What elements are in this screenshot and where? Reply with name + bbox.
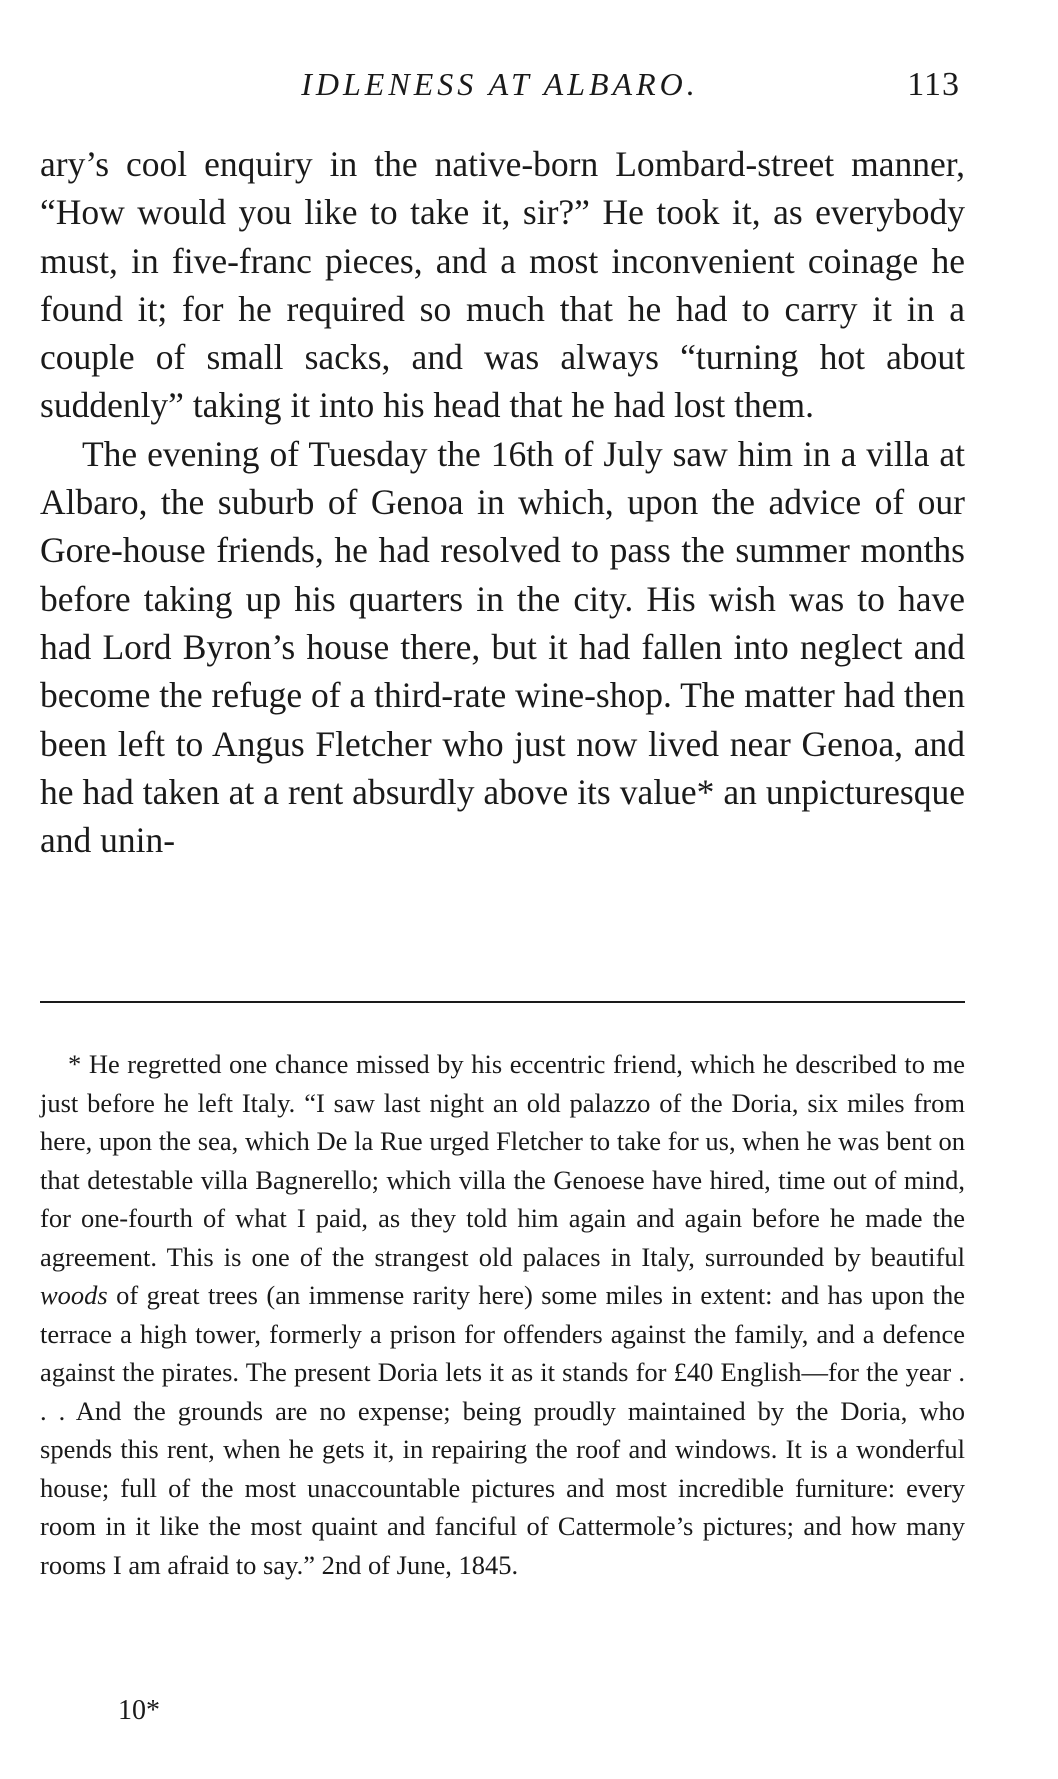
footnote-text-part-1: * He regretted one chance missed by his eccentric friend, which he described to me just before he left Italy. “I saw last night an old palazzo of the Doria, six miles from here, upon the sea, which De la Rue urged Fletcher to take for us, when he was bent on that detestable villa Bagnerello; which villa the Genoese have hired, time out of mind, for one-fourth of what I paid, as they told him again and again before he made the agreement. This is one of the strangest old palaces in Italy, surrounded by beautiful [40,1049,965,1272]
paragraph-continued: ary’s cool enquiry in the native-born Lombard-street manner, “How would you like to take it, sir?” He took it, as everybody must, in five-franc pieces, and a most inconvenient coinage he found it; for he required so much that he had to carry it in a couple of small sacks, and was always “turning hot about suddenly” taking it into his head that he had lost them. [40,144,965,426]
footnote-italic-word: woods [40,1280,108,1310]
page-number: 113 [907,66,960,103]
footnote-rule [40,1001,965,1003]
paragraph-albaro-villa: The evening of Tuesday the 16th of July saw him in a villa at Albaro, the suburb of Genoa in which, upon the advice of our Gore-house friends, he had resolved to pass the summer months before taking up his quarters in the city. His wish was to have had Lord Byron’s house there, but it had fallen into neglect and become the refuge of a third-rate wine-shop. The matter had then been left to Angus Fletcher who just now lived near Genoa, and he had taken at a rent absurdly above its value* an unpicturesque and unin- [40,433,965,861]
footnote [40,1045,965,1584]
footnote-text-part-2: of great trees (an immense rarity here) some miles in extent: and has upon the terrace a high tower, formerly a prison for offenders against the family, and a defence against the pirates. The present Doria lets it as it stands for £40 English—for the year . . . And the grounds are no expense; being proudly maintained by the Doria, who spends this rent, when he gets it, in repairing the roof and windows. It is a wonderful house; full of the most unaccountable pictures and most incredible furniture: every room in it like the most quaint and fanciful of Cattermole’s pictures; and how many rooms I am afraid to say.” 2nd of June, 1845. [40,1280,965,1580]
running-title: IDLENESS AT ALBARO. [301,66,699,102]
running-head [40,58,960,108]
signature-mark: 10* [118,1695,160,1726]
main-text [40,140,965,864]
